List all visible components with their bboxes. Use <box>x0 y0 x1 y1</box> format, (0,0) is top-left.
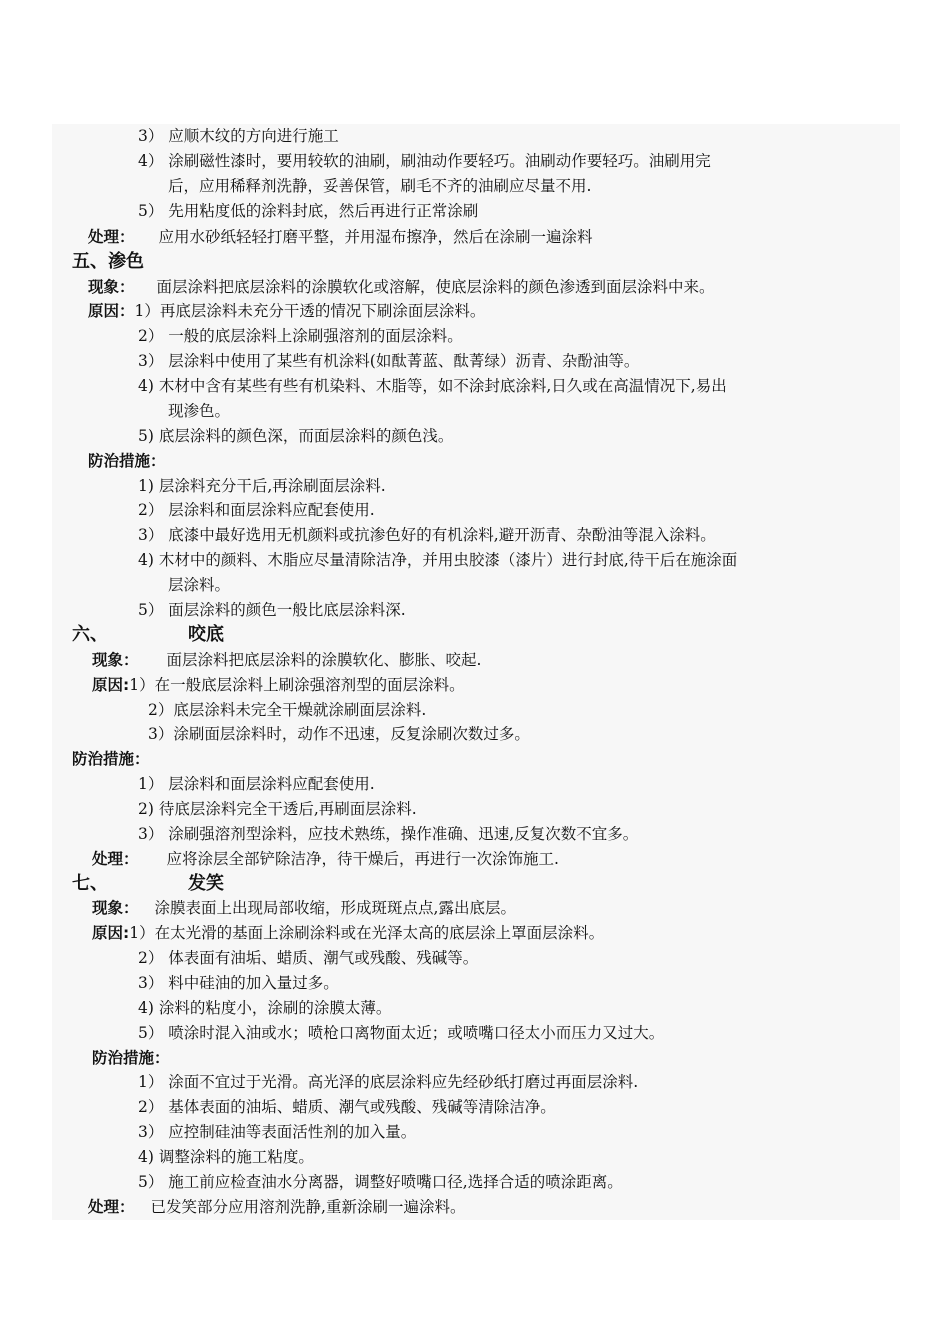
phenomenon-label: 现象： <box>92 651 139 669</box>
list-item: 5） 施工前应检查油水分离器，调整好喷嘴口径,选择合适的喷涂距离。 <box>138 1173 623 1191</box>
phenomenon-row <box>92 650 481 670</box>
treatment-text: 应用水砂纸轻轻打磨平整，并用湿布擦净，然后在涂刷一遍涂料 <box>158 228 593 246</box>
cause-label: 原因: <box>92 924 130 942</box>
prevention-label: 防治措施： <box>72 750 150 768</box>
list-item: 2） 体表面有油垢、蜡质、潮气或残酸、残碱等。 <box>138 949 479 967</box>
treatment-row <box>88 227 593 247</box>
treatment-text: 应将涂层全部铲除洁净，待干燥后，再进行一次涂饰施工. <box>166 850 559 868</box>
treatment-row <box>88 1197 465 1217</box>
list-item: 1）再底层涂料未充分干透的情况下刷涂面层涂料。 <box>134 302 486 320</box>
phenomenon-text: 涂膜表面上出现局部收缩，形成斑斑点点,露出底层。 <box>154 899 516 917</box>
list-item: 3） 料中硅油的加入量过多。 <box>138 974 339 992</box>
list-item: 2）底层涂料未完全干燥就涂刷面层涂料. <box>148 701 427 719</box>
list-item: 1）在太光滑的基面上涂刷涂料或在光泽太高的底层涂上罩面层涂料。 <box>129 924 605 942</box>
list-item: 3） 应控制硅油等表面活性剂的加入量。 <box>138 1123 417 1141</box>
cause-row <box>92 675 465 695</box>
list-item: 1) 层涂料充分干后,再涂刷面层涂料. <box>138 477 386 495</box>
list-item: 2) 待底层涂料完全干透后,再刷面层涂料. <box>138 800 417 818</box>
list-item: 4) 涂料的粘度小，涂刷的涂膜太薄。 <box>138 999 392 1017</box>
list-item: 4） 涂刷磁性漆时，要用较软的油刷，刷油动作要轻巧。油刷动作要轻巧。油刷用完 <box>138 152 711 170</box>
section-number: 六、 <box>72 624 108 645</box>
treatment-label: 处理： <box>92 850 139 868</box>
treatment-row <box>92 849 559 869</box>
list-item: 5） 喷涂时混入油或水；喷枪口离物面太近；或喷嘴口径太小而压力又过大。 <box>138 1024 665 1042</box>
list-item-continuation: 层涂料。 <box>168 576 231 594</box>
list-item: 1） 涂面不宜过于光滑。高光泽的底层涂料应先经砂纸打磨过再面层涂料. <box>138 1073 639 1091</box>
list-item: 4) 木材中含有某些有些有机染料、木脂等，如不涂封底涂料,日久或在高温情况下,易出 <box>138 377 727 395</box>
prevention-label: 防治措施： <box>88 452 166 470</box>
list-item: 3）涂刷面层涂料时，动作不迅速，反复涂刷次数过多。 <box>148 725 530 743</box>
list-item: 3） 应顺木纹的方向进行施工 <box>138 127 339 145</box>
section-heading: 五、渗色 <box>72 251 144 272</box>
list-item-continuation: 后，应用稀释剂洗静，妥善保管，刷毛不齐的油刷应尽量不用. <box>168 177 592 195</box>
list-item: 2） 基体表面的油垢、蜡质、潮气或残酸、残碱等清除洁净。 <box>138 1098 556 1116</box>
treatment-label: 处理： <box>88 228 135 246</box>
phenomenon-row <box>88 277 715 297</box>
phenomenon-row <box>92 898 516 918</box>
cause-label: 原因： <box>88 302 135 320</box>
treatment-text: 已发笑部分应用溶剂洗静,重新涂刷一遍涂料。 <box>150 1198 466 1216</box>
list-item-continuation: 现渗色。 <box>168 402 231 420</box>
cause-label: 原因: <box>92 676 130 694</box>
list-item: 2） 层涂料和面层涂料应配套使用. <box>138 501 375 519</box>
section-title: 咬底 <box>188 624 224 645</box>
section-heading <box>72 874 224 894</box>
list-item: 5） 先用粘度低的涂料封底，然后再进行正常涂刷 <box>138 202 479 220</box>
phenomenon-text: 面层涂料把底层涂料的涂膜软化或溶解，使底层涂料的颜色渗透到面层涂料中来。 <box>156 278 715 296</box>
cause-row <box>88 301 485 321</box>
treatment-label: 处理： <box>88 1198 135 1216</box>
list-item: 5) 底层涂料的颜色深，而面层涂料的颜色浅。 <box>138 427 454 445</box>
section-title: 发笑 <box>188 873 224 894</box>
section-number: 七、 <box>72 873 108 894</box>
list-item: 1） 层涂料和面层涂料应配套使用. <box>138 775 375 793</box>
list-item: 2） 一般的底层涂料上涂刷强溶剂的面层涂料。 <box>138 327 463 345</box>
section-heading <box>72 625 224 645</box>
phenomenon-label: 现象： <box>92 899 139 917</box>
list-item: 1）在一般底层涂料上刷涂强溶剂型的面层涂料。 <box>129 676 465 694</box>
list-item: 4) 木材中的颜料、木脂应尽量清除洁净，并用虫胶漆（漆片）进行封底,待干后在施涂面 <box>138 551 738 569</box>
phenomenon-label: 现象： <box>88 278 135 296</box>
phenomenon-text: 面层涂料把底层涂料的涂膜软化、膨胀、咬起. <box>166 651 482 669</box>
list-item: 3） 底漆中最好选用无机颜料或抗渗色好的有机涂料,避开沥青、杂酚油等混入涂料。 <box>138 526 716 544</box>
prevention-label: 防治措施： <box>92 1049 170 1067</box>
list-item: 5） 面层涂料的颜色一般比底层涂料深. <box>138 601 406 619</box>
cause-row <box>92 923 604 943</box>
list-item: 3） 涂刷强溶剂型涂料，应技术熟练，操作准确、迅速,反复次数不宜多。 <box>138 825 639 843</box>
list-item: 3） 层涂料中使用了某些有机涂料(如酞菁蓝、酞菁绿）沥青、杂酚油等。 <box>138 352 640 370</box>
list-item: 4) 调整涂料的施工粘度。 <box>138 1148 314 1166</box>
